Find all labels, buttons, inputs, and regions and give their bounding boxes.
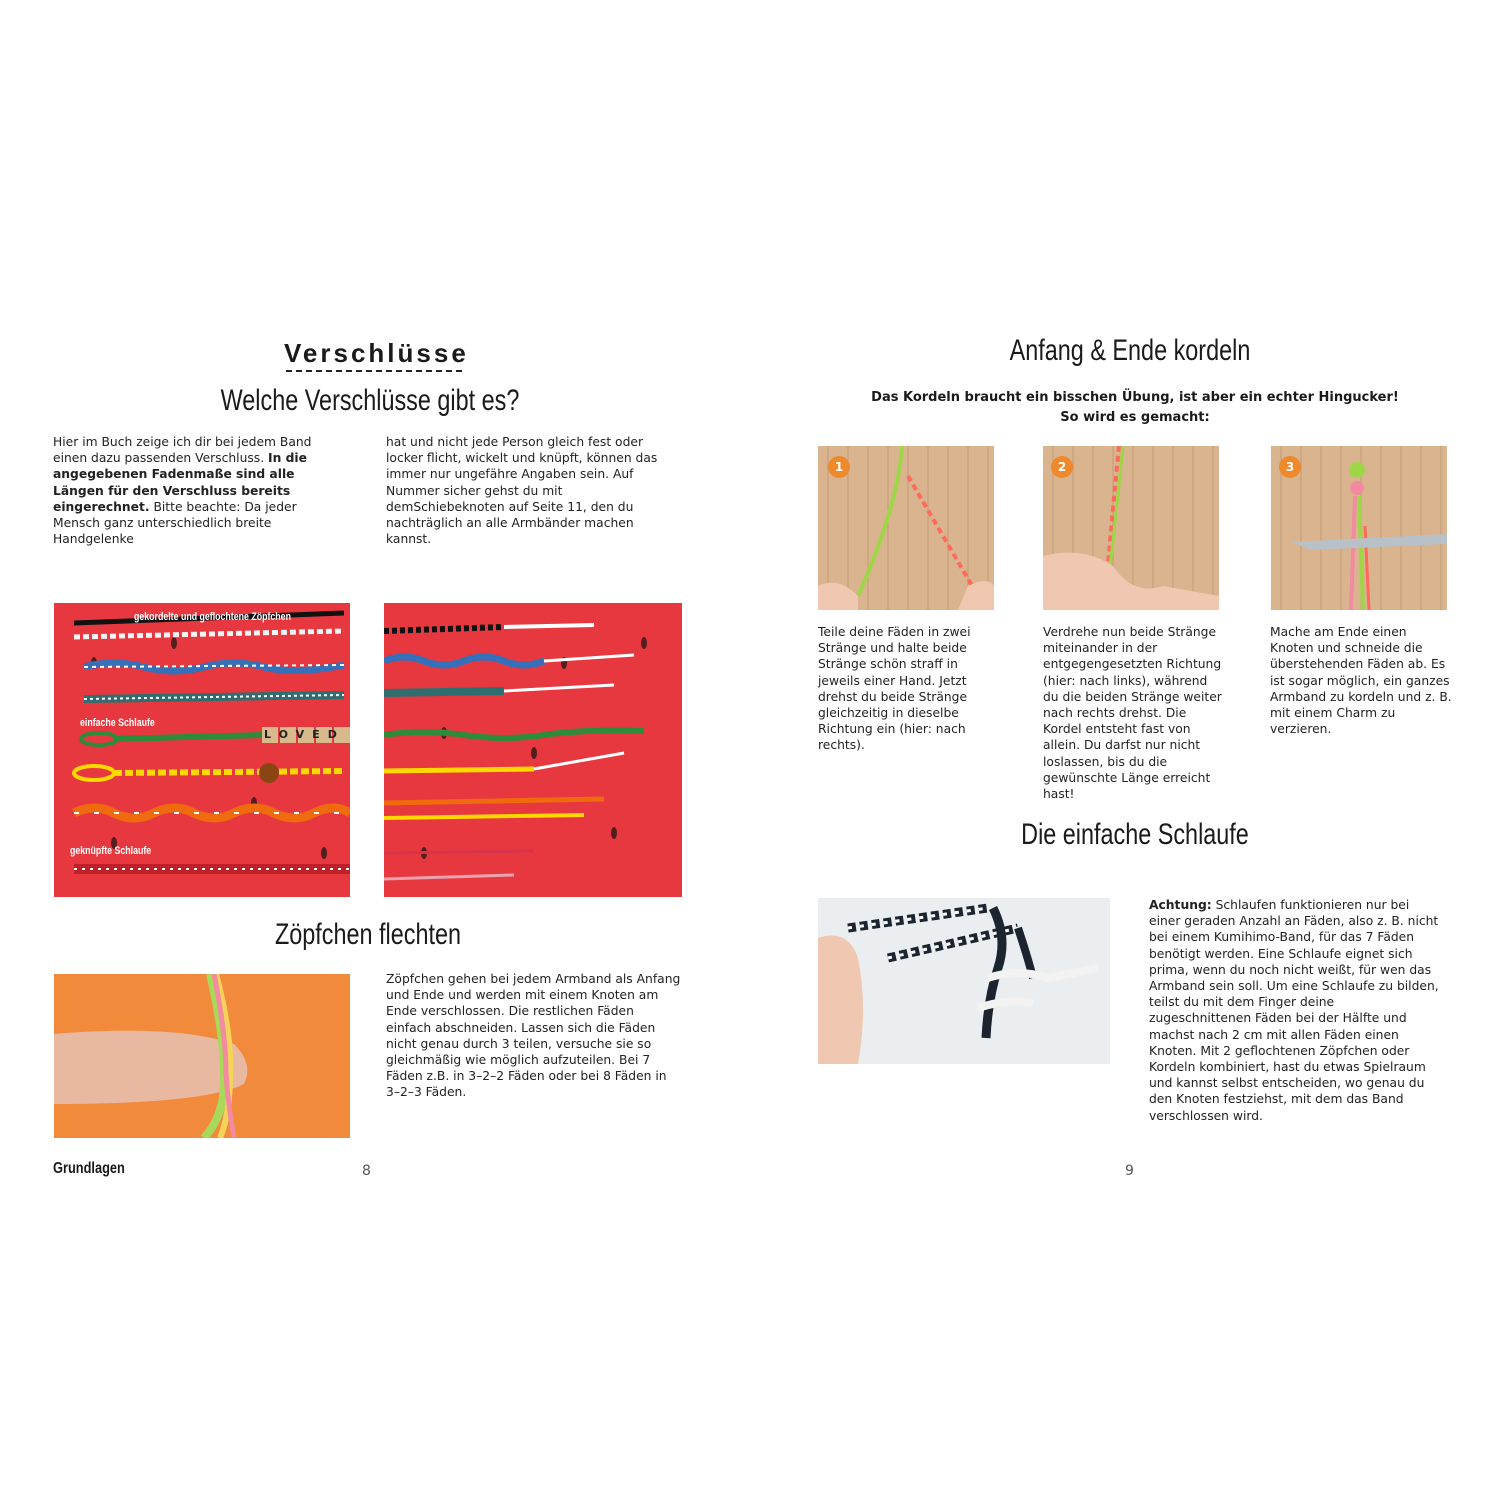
- loop-illustration: [818, 898, 1110, 1064]
- intro-col1-text-a: Hier im Buch zeige ich dir bei jedem Band einen dazu passenden Verschluss.: [53, 435, 312, 466]
- step1-text: Teile deine Fäden in zwei Stränge und halte beide Stränge schön straff in jeweils einer Hand. Jetzt drehst du beide Stränge gleichzeitig in dieselbe Richtung ein (hier: nach rechts).: [818, 625, 971, 753]
- step2-badge: 2: [1051, 456, 1073, 478]
- step1-badge: 1: [828, 456, 850, 478]
- step2-photo: [1043, 446, 1219, 610]
- page-title-right: Anfang & Ende kordeln: [1009, 334, 1251, 367]
- step3-badge: 3: [1279, 456, 1301, 478]
- label-twisted-braids: gekordelte und geflochtene Zöpfchen: [134, 611, 291, 623]
- right-subtitle-line2: So wird es gemacht:: [1060, 410, 1210, 425]
- label-knotted-loop: geknüpfte Schlaufe: [70, 845, 152, 857]
- right-subtitle: [850, 388, 1420, 428]
- braid-title: Zöpfchen flechten: [274, 918, 462, 951]
- loop-warning-label: Achtung:: [1149, 898, 1212, 912]
- page-title-left: Welche Verschlüsse gibt es?: [220, 384, 520, 417]
- step3-text: Mache am Ende einen Knoten und schneide die überstehenden Fäden ab. Es ist sogar möglich, ein ganzes Armband zu kordeln und z. B. mit einem Charm zu verzieren.: [1270, 625, 1452, 737]
- loop-text: [1149, 897, 1439, 1124]
- page-number-left: 8: [362, 1163, 371, 1179]
- section-heading: Verschlüsse: [284, 338, 469, 368]
- intro-col1-bold: In die angegebenen Fadenmaße sind alle Längen für den Verschluss bereits eingerechnet.: [53, 451, 307, 514]
- intro-column-2: hat und nicht jede Person gleich fest oder locker flicht, wickelt und knüpft, können das immer nur ungefähre Angaben sein. Auf Nummer sicher gehst du mit demSchiebeknoten auf Seite 11, den du nachträglich an alle Armbänder machen kannst.: [386, 435, 658, 547]
- intro-column-1: [53, 434, 333, 547]
- letter-beads: LOVED: [264, 728, 345, 741]
- section-heading-underline: [286, 370, 462, 372]
- label-simple-loop: einfache Schlaufe: [80, 717, 155, 729]
- right-subtitle-line1: Das Kordeln braucht ein bisschen Übung, ist aber ein echter Hingucker!: [871, 390, 1399, 405]
- page-number-right: 9: [1125, 1163, 1134, 1179]
- footer-section-label: Grundlagen: [53, 1160, 125, 1177]
- loop-title: Die einfache Schlaufe: [1021, 818, 1249, 851]
- intro-col1-text-b: Bitte beachte: Da jeder Mensch ganz unterschiedlich breite Handgelenke: [53, 499, 297, 547]
- braid-illustration: [54, 974, 350, 1138]
- bracelets-photo-left: [54, 603, 350, 897]
- bracelets-photo-right: [384, 603, 682, 897]
- step3-photo: [1271, 446, 1447, 610]
- loop-body: Schlaufen funktionieren nur bei einer geraden Anzahl an Fäden, also z. B. nicht bei einem Kumihimo-Band, für das 7 Fäden benötigt werden. Eine Schlaufe eignet sich prima, wenn du noch nicht weißt, für wen das Armband sein soll. Um eine Schlaufe zu bilden, teilst du mit dem Finger deine zugeschnittenen Fäden bei der Hälfte und machst nach 2 cm mit allen Fäden einen Knoten. Mit 2 geflochtenen Zöpfchen oder Kordeln kombiniert, hast du etwas Spielraum und kannst selbst entscheiden, wo genau du den Knoten festziehst, mit dem das Band verschlossen wird.: [1149, 898, 1439, 1123]
- loop-photo: [818, 898, 1110, 1064]
- step1-photo: [818, 446, 994, 610]
- braid-photo: [54, 974, 350, 1138]
- braid-text: Zöpfchen gehen bei jedem Armband als Anfang und Ende und werden mit einem Knoten am Ende verschlossen. Die restlichen Fäden einfach abschneiden. Lassen sich die Fäden nicht genau durch 3 teilen, versuche sie so gleichmäßig wie möglich aufzuteilen. Bei 7 Fäden z.B. in 3–2–2 Fäden oder bei 8 Fäden in 3–2–3 Fäden.: [386, 972, 681, 1100]
- bracelets-illustration-right: [384, 603, 682, 897]
- step2-text: Verdrehe nun beide Stränge miteinander in der entgegengesetzten Richtung (hier: nach links), während du die beiden Stränge weiter nach rechts drehst. Die Kordel entsteht fast von allein. Du darfst nur nicht loslassen, bis du die gewünschte Länge erreicht hast!: [1043, 625, 1222, 802]
